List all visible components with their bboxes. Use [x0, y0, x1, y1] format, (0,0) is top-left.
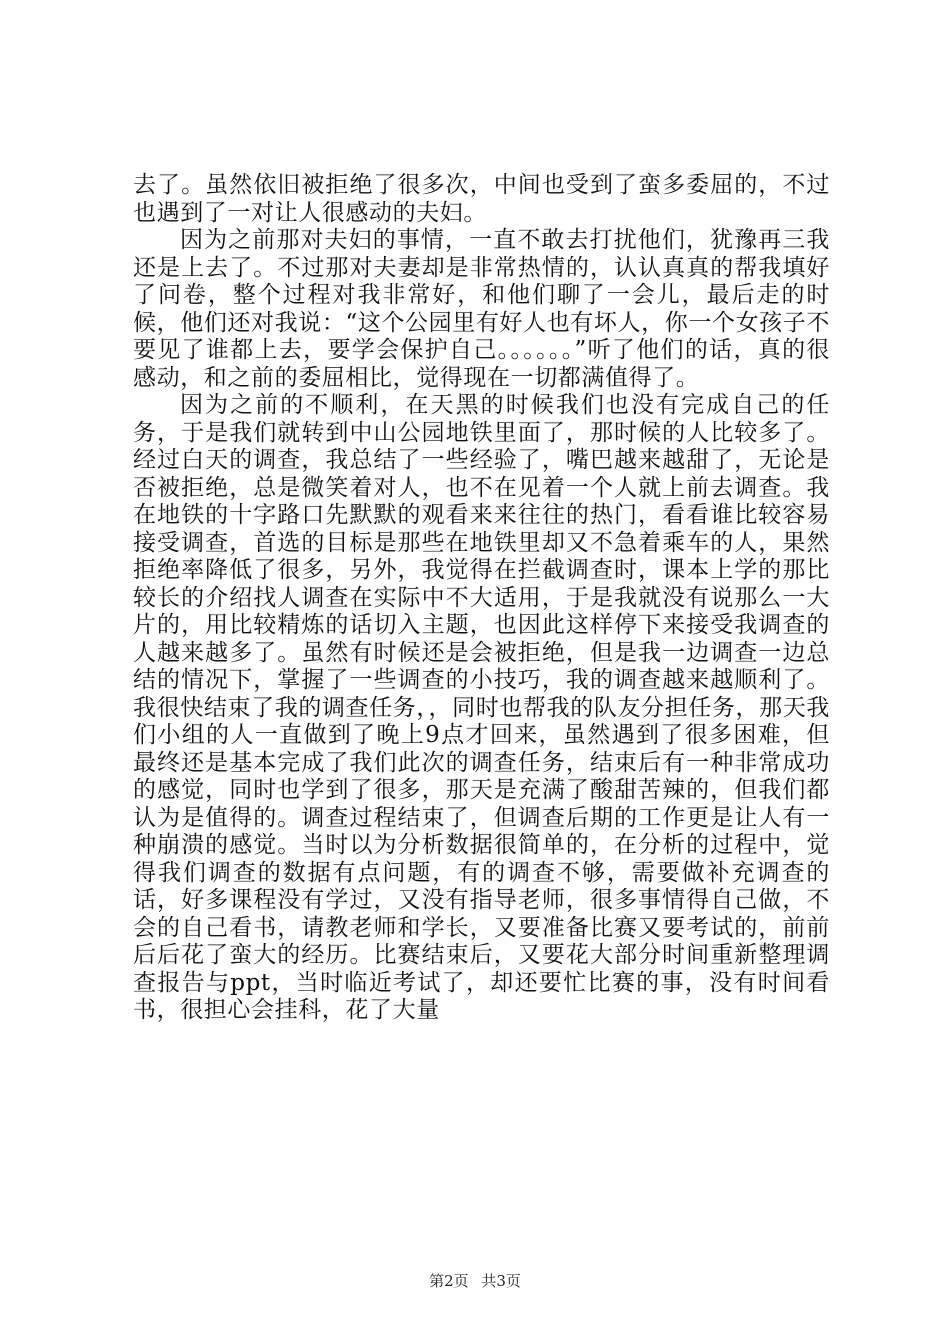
page-total: 共3页 — [481, 1272, 521, 1290]
page-number: 第2页 — [429, 1272, 469, 1290]
paragraph-1: 去了。虽然依旧被拒绝了很多次，中间也受到了蛮多委屈的，不过也遇到了一对让人很感动的夫妇。 — [133, 172, 830, 226]
paragraph-3: 因为之前的不顺利，在天黑的时候我们也没有完成自己的任务，于是我们就转到中山公园地铁里面了，那时候的人比较多了。经过白天的调查，我总结了一些经验了，嘴巴越来越甜了，无论是否被拒绝，总是微笑着对人，也不在见着一个人就上前去调查。我在地铁的十字路口先默默的观看来来往往的热门，看看谁比较容易接受调查，首选的目标是那些在地铁里却又不急着乘车的人，果然拒绝率降低了很多，另外，我觉得在拦截调查时，课本上学的那比较长的介绍找人调查在实际中不大适用，于是我就没有说那么一大片的，用比较精炼的话切入主题，也因此这样停下来接受我调查的人越来越多了。虽然有时候还是会被拒绝，但是我一边调查一边总结的情况下，掌握了一些调查的小技巧，我的调查越来越顺利了。我很快结束了我的调查任务，，同时也帮我的队友分担任务，那天我们小组的人一直做到了晚上9点才回来，虽然遇到了很多困难，但最终还是基本完成了我们此次的调查任务，结束后有一种非常成功的感觉，同时也学到了很多，那天是充满了酸甜苦辣的，但我们都认为是值得的。调查过程结束了，但调查后期的工作更是让人有一种崩溃的感觉。当时以为分析数据很简单的，在分析的过程中，觉得我们调查的数据有点问题，有的调查不够，需要做补充调查的话，好多课程没有学过，又没有指导老师，很多事情得自己做，不会的自己看书，请教老师和学长，又要准备比赛又要考试的，前前后后花了蛮大的经历。比赛结束后，又要花大部分时间重新整理调查报告与ppt，当时临近考试了，却还要忙比赛的事，没有时间看书，很担心会挂科，花了大量 — [133, 392, 830, 1023]
paragraph-2: 因为之前那对夫妇的事情，一直不敢去打扰他们，犹豫再三我还是上去了。不过那对夫妻却是非常热情的，认认真真的帮我填好了问卷，整个过程对我非常好，和他们聊了一会儿，最后走的时候，他们还对我说：“这个公园里有好人也有坏人，你一个女孩子不要见了谁都上去，要学会保护自己。。。。。。”听了他们的话，真的很感动，和之前的委屈相比，觉得现在一切都满值得了。 — [133, 227, 830, 391]
page-footer — [0, 1270, 950, 1291]
document-body — [133, 172, 830, 1025]
